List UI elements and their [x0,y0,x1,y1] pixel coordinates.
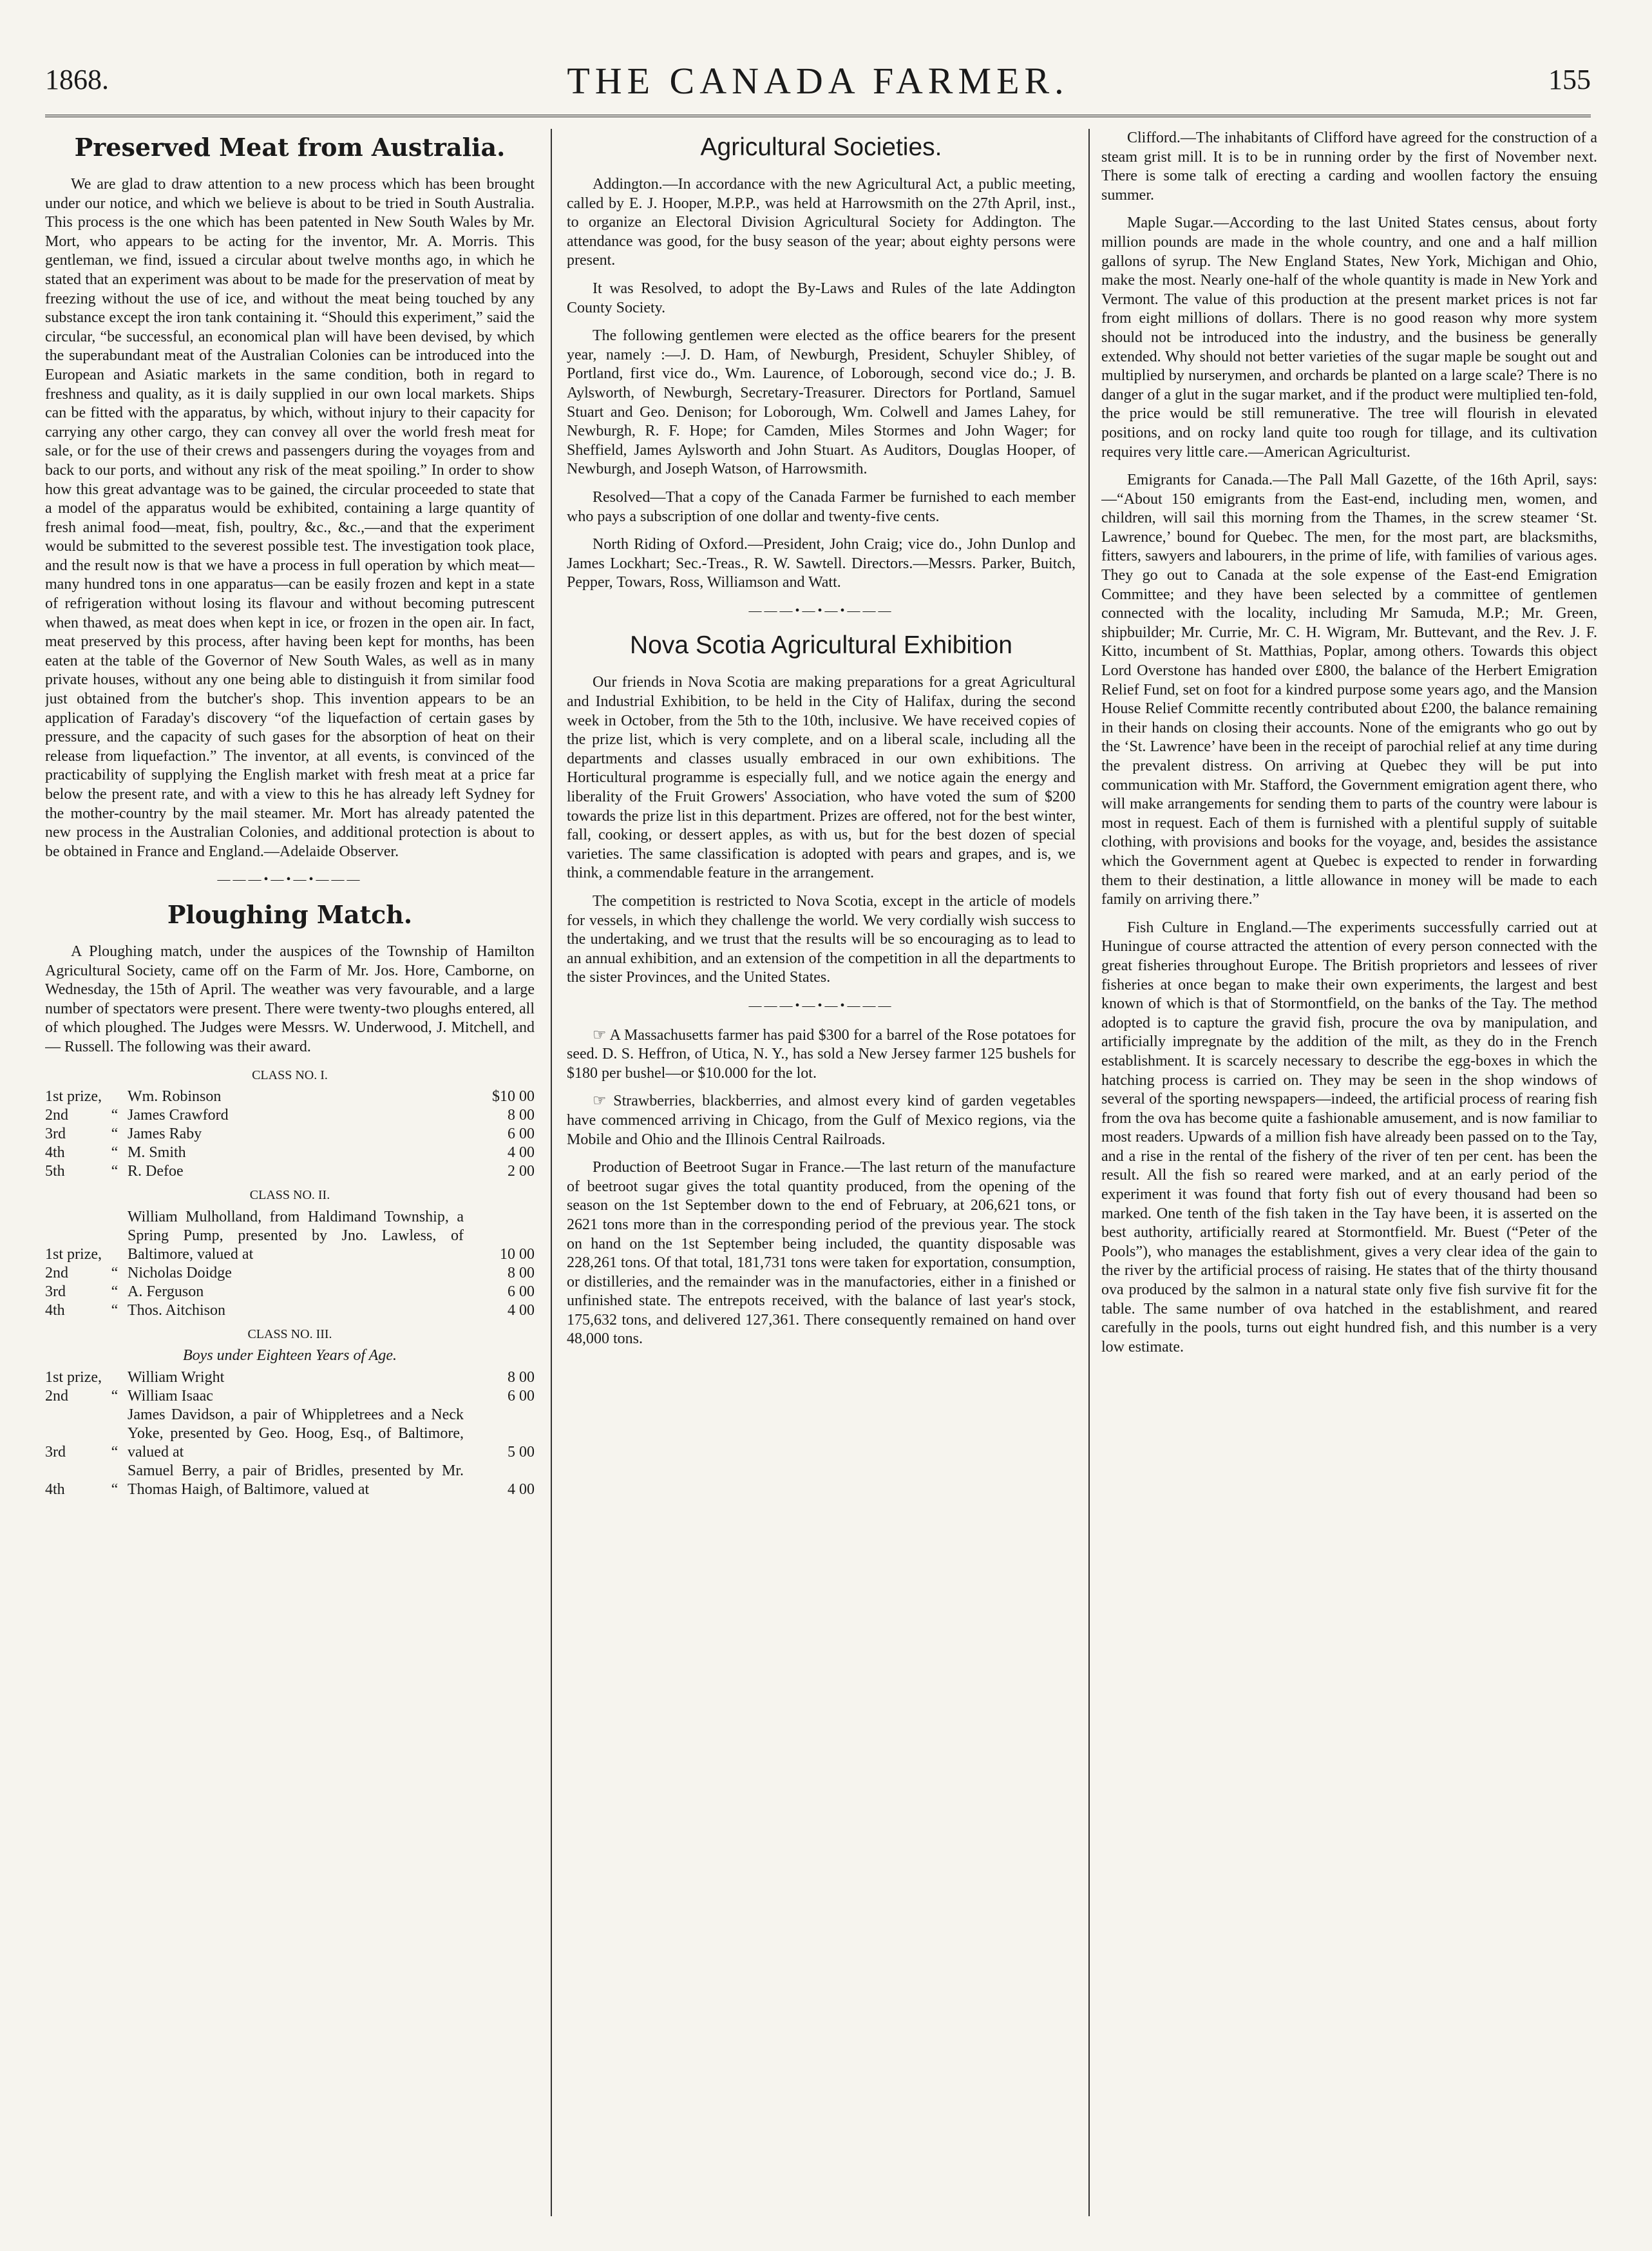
agri-paragraph-north-riding-oxford: North Riding of Oxford.—President, John Craig; vice do., John Dunlop and James Lockhart; Sec.-Treas., R. W. Sawtell. Directors.—Messrs. Parker, Buitch, Pepper, Towars, Ross, Williamson and Watt. [567,536,1076,591]
prize-row [45,1087,535,1106]
article-body-preserved-meat: We are glad to draw attention to a new process which has been brought under our notice, and which we believe is about to be tried in South Australia. This process is the one which has been patented in New South Wales by Mr. Mort, who appears to be acting for the inventor, Mr. A. Morris. This gentleman, we find, issued a circular about twelve months ago, in which he stated that an experiment was about to be made for the preservation of meat by freezing without the use of ice, and without the meat being touched by any substance except the iron tank containing it. “Should this experiment,” said the circular, “be successful, an economical plan will have been devised, by which the superabundant meat of the Australian Colonies can be introduced into the European and Asiatic markets in the same condition, both in regard to freshness and quality, as it is daily supplied in our own local markets. Ships can be fitted with the apparatus, by which, without injury to their capacity for carrying any other cargo, they can convey all over the world fresh meat for sale, or for the use of their crews and passengers during the voyages from and back to our ports, and without any risk of the meat spoiling.” In order to show how this great advantage was to be gained, the circular proceeded to state that a model of the apparatus would be exhibited, containing a large quantity of fresh animal food—meat, fish, poultry, &c., &c.,—and that the experiment would be submitted to the severest possible test. The investigation took place, and the result now is that we have a process in full operation by which meat—many hundred tons in one apparatus—can be easily frozen and kept in a state of refrigeration without losing its flavour and without becoming putrescent when thawed, as meat does when kept in ice, or frozen in the open air. In fact, meat preserved by this process, after having been kept for months, has been eaten at the table of the Governor of New South Wales, as well as in many private houses, without any one being able to distinguish it from similar food just obtained from the butcher's shop. This invention appears to be an application of Faraday's discovery “of the liquefaction of certain gases by pressure, and the capacity of such gases for the absorption of heat on their release from liquefaction.” The inventor, at all events, is convinced of the practicability of supplying the English market with fresh meat at a price far below the present rate, and with a view to this he has already left Sydney for the mother-country by the mail steamer. Mr. Mort has already patented the new process in the Australian Colonies, and additional protection is about to be obtained in France and England.—Adelaide Observer. [45,176,535,860]
prize-row [45,1368,535,1387]
prize-place: 3rd [45,1443,66,1461]
prize-amount: $10 00 [492,1088,535,1106]
masthead [45,50,1591,121]
prize-place: 5th [45,1163,65,1180]
class-1-prize-list [45,1087,535,1181]
note-beetroot-sugar: Production of Beetroot Sugar in France.—The last return of the manufacture of beetroot sugar gives the total quantity produced, from the opening of the season on the 1st September down to the end of February, at 206,621 tons, or 2621 tons more than in the corresponding period of the previous year. The stock on hand on the 1st September being included, the quantity disposable was 228,261 tons. Of that total, 181,731 tons were taken for exportation, consumption, or distilleries, and the remainder was in the manufactories, either in a finished or unfinished state. The entrepots received, with the balance of last year's stock, 175,632 tons, and delivered 127,361. There consequently remained on hand over 48,000 tons. [567,1159,1076,1348]
article-title-ploughing-match: Ploughing Match. [167,899,413,929]
agri-paragraph-officers: The following gentlemen were elected as the office bearers for the present year, namely :—J. D. Ham, of Newburgh, President, Schuyler Shibley, of Portland, first vice do., Wm. Laurence, of Loborough, second vice do.; J. B. Aylsworth, of Newburgh, Secretary-Treasurer. Directors for Portland, Samuel Stuart and Geo. Denison; for Loborough, Wm. Colwell and James Lahey, for Newburgh, R. F. Hope; for Camden, Miles Stormes and John Wager; for Sheffield, James Aylsworth and John Stuart. As Auditors, Douglas Hooper, of Newburgh, and Joseph Watson, of Harrowsmith. [567,327,1076,478]
nova-paragraph-1: Our friends in Nova Scotia are making preparations for a great Agricultural and Industrial Exhibition, to be held in the City of Halifax, during the second week in October, from the 5th to the 10th, inclusive. We have received copies of the prize list, which is very complete, and on a liberal scale, including all the departments and classes usually embraced in our own exhibitions. The Horticultural programme is especially full, and we notice again the energy and liberality of the Fruit Growers' Association, who have voted the sum of $200 towards the prize list in this department. Prizes are offered, not for the best winter, fall, cooking, or dessert apples, as with us, but for the best dozen of special varieties. The same classification is adopted with pears and grapes, and is, we think, a commendable feature in the arrangement. [567,674,1076,882]
article-title-nova-scotia: Nova Scotia Agricultural Exhibition [630,631,1012,660]
ditto-mark: “ [111,1387,119,1404]
prize-amount: 6 00 [508,1126,535,1143]
prize-winner: William Wright [127,1368,225,1386]
agri-paragraph-addington: Addington.—In accordance with the new Agricultural Act, a public meeting, called by E. J. Hooper, M.P.P., was held at Harrowsmith on the 27th April, inst., to organize an Electoral Division Agricultural Society for Addington. The attendance was good, for the busy season of the year; about eighty persons were present. [567,176,1076,269]
prize-place: 3rd [45,1126,66,1143]
section-separator: ———•—•—•——— [748,998,894,1013]
prize-row [45,1208,535,1264]
prize-winner: James Raby [127,1126,202,1143]
ditto-mark: “ [111,1144,119,1162]
prize-winner: M. Smith [127,1144,186,1162]
prize-winner: Wm. Robinson [127,1088,222,1106]
prize-place: 4th [45,1480,65,1498]
prize-row [45,1264,535,1283]
class-2-prize-list [45,1208,535,1320]
prize-row [45,1106,535,1125]
prize-amount: 8 00 [508,1368,535,1386]
prize-place: 2nd [45,1387,68,1404]
class-3-prize-list [45,1368,535,1499]
prize-winner: James Davidson, a pair of Whippletrees and a Neck Yoke, presented by Geo. Hoog, Esq., of Baltimore, valued at [127,1406,464,1461]
prize-place: 2nd [45,1107,68,1124]
prize-amount: 4 00 [508,1301,535,1319]
prize-amount: 6 00 [508,1387,535,1404]
ploughing-intro: A Ploughing match, under the auspices of the Township of Hamilton Agricultural Society, came off on the Farm of Mr. Jos. Hore, Camborne, on Wednesday, the 15th of April. The weather was very favourable, and a large number of spectators were present. There were twenty-two ploughs entered, all of which ploughed. The Judges were Messrs. W. Underwood, J. Mitchell, and — Russell. The following was their award. [45,943,535,1055]
prize-amount: 4 00 [508,1144,535,1162]
ditto-mark: “ [111,1264,119,1281]
column-2 [567,129,1076,2216]
article-title-preserved-meat: Preserved Meat from Australia. [74,133,506,162]
class-3-subheading: Boys under Eighteen Years of Age. [183,1347,397,1365]
prize-amount: 2 00 [508,1163,535,1180]
issue-year: 1868. [45,64,109,95]
prize-place: 2nd [45,1264,68,1281]
class-1-heading: CLASS NO. I. [252,1068,328,1082]
prize-place: 3rd [45,1283,66,1300]
nova-paragraph-2: The competition is restricted to Nova Scotia, except in the article of models for vessels, in which they challenge the world. We very cordially wish success to the undertaking, and we trust that the results will be so encouraging as to lead to an annual exhibition, and an extension of the competition in all the departments to the sister Provinces, and the United States. [567,893,1076,986]
prize-row [45,1406,535,1462]
column-1 [45,129,535,2216]
prize-row [45,1462,535,1499]
prize-amount: 6 00 [508,1283,535,1300]
prize-place: 4th [45,1301,65,1319]
class-2-heading: CLASS NO. II. [249,1188,330,1203]
prize-winner: A. Ferguson [127,1283,204,1300]
prize-amount: 8 00 [508,1264,535,1281]
prize-row [45,1162,535,1181]
class-3-heading: CLASS NO. III. [247,1327,332,1341]
ditto-mark: “ [111,1301,119,1319]
prize-row [45,1144,535,1162]
prize-winner: William Isaac [127,1387,213,1404]
prize-place: 4th [45,1144,65,1162]
agri-paragraph-resolved-bylaws: It was Resolved, to adopt the By-Laws and Rules of the late Addington County Society. [567,280,1076,316]
ditto-mark: “ [111,1283,119,1300]
prize-winner: R. Defoe [127,1163,184,1180]
prize-amount: 10 00 [500,1245,535,1263]
prize-winner: James Crawford [127,1107,229,1124]
section-separator: ———•—•—•——— [217,872,363,887]
page-number: 155 [1548,64,1591,95]
paragraph-clifford: Clifford.—The inhabitants of Clifford have agreed for the construction of a steam grist mill. It is to be in running order by the first of November next. There is some talk of erecting a carding and woollen factory the ensuing summer. [1101,129,1597,204]
ditto-mark: “ [111,1107,119,1124]
prize-winner: Nicholas Doidge [127,1264,232,1281]
masthead-rule [45,115,1591,117]
ditto-mark: “ [111,1443,119,1461]
note-strawberries: ☞ Strawberries, blackberries, and almost every kind of garden vegetables have commenced arriving in Chicago, from the Gulf of Mexico regions, via the Mobile and Ohio and the Illinois Central Railroads. [567,1093,1076,1148]
prize-amount: 5 00 [508,1443,535,1461]
prize-place: 1st prize, [45,1245,102,1263]
prize-row [45,1387,535,1406]
column-3 [1101,129,1597,2216]
column-divider-1 [551,129,552,2216]
article-title-agricultural-societies: Agricultural Societies. [700,133,942,161]
prize-row [45,1283,535,1301]
prize-winner: Thos. Aitchison [127,1301,225,1319]
prize-amount: 8 00 [508,1107,535,1124]
prize-place: 1st prize, [45,1368,102,1386]
prize-row [45,1125,535,1144]
section-separator: ———•—•—•——— [748,603,894,618]
paragraph-maple-sugar: Maple Sugar.—According to the last United States census, about forty million pounds are made in the whole country, and one and a half million gallons of syrup. The New England States, New York, Michigan and Ohio, make the most. Nearly one-half of the whole quantity is made in New York and Vermont. The value of this production at the present market prices is not far from eight millions of dollars. There is no good reason why more system should not be introduced into the industry, and the business be generally extended. Why should not better varieties of the sugar maple be sought out and multiplied by nurserymen, and orchards be planted on a large scale? There is no danger of a glut in the sugar market, and if the product were multiplied ten-fold, the price would be still remunerative. The tree will flourish in elevated positions, and on rocky land quite too rough for tillage, and its cultivation requires very little care.—American Agriculturist. [1101,215,1597,461]
agri-paragraph-resolved-copy: Resolved—That a copy of the Canada Farmer be furnished to each member who pays a subscription of one dollar and twenty-five cents. [567,488,1076,525]
prize-winner: William Mulholland, from Haldimand Township, a Spring Pump, presented by Jno. Lawless, of Baltimore, valued at [127,1208,464,1263]
newspaper-title: THE CANADA FARMER. [567,60,1069,102]
ditto-mark: “ [111,1480,119,1498]
prize-amount: 4 00 [508,1480,535,1498]
note-massachusetts-farmer: ☞ A Massachusetts farmer has paid $300 for a barrel of the Rose potatoes for seed. D. S. Heffron, of Utica, N. Y., has sold a New Jersey farmer 125 bushels for $180 per bushel—or $10.000 for the lot. [567,1026,1076,1082]
paragraph-fish-culture: Fish Culture in England.—The experiments successfully carried out at Huningue of course attracted the attention of every person connected with the great fisheries throughout Europe. The British proprietors and lessees of river fisheries at once began to make their own experiments, the largest and best known of which is that of Stormontfield, on the banks of the Tay. The method adopted is to capture the gravid fish, procure the ova by manipulation, and artificially impregnate by the addition of the milt, as they do in the French establishment. It is scarcely necessary to describe the egg-boxes in which the hatching process is carried on. They may be seen in the shop windows of several of the sporting newspapers—indeed, the artificial process of rearing fish from the ova has become quite a fashionable amusement, and is now familiar to most readers. Upwards of a million fish have already been passed on to the Tay, and a rise in the rental of the fishery of the river of ten per cent. has been the result. All the fish so reared were marked, and at an early period of the experiment it was found that forty fish out of every thousand had been so marked. One tenth of the fish taken in the Tay have been, it is asserted on the best authority, artificially reared at Stormontfield. Mr. Buest (“Peter of the Pools”), who manages the establishment, gives a very clear idea of the gain to the river by the artificial process of raising. He states that of the thirty thousand ova produced by the salmon in a natural state only five fish survive fit for the table. The same number of ova hatched in the establishment, and reared carefully in the pools, turns out eight hundred fish, and this number is a very low estimate. [1101,919,1597,1355]
prize-row [45,1301,535,1320]
paragraph-emigrants-for-canada: Emigrants for Canada.—The Pall Mall Gazette, of the 16th April, says:—“About 150 emigrants from the East-end, including men, women, and children, will sail this morning from the Thames, in the screw steamer ‘St. Lawrence,’ bound for Quebec. The men, for the most part, are blacksmiths, fitters, sawyers and labourers, in the prime of life, with families of various ages. They go out to Canada at the sole expense of the East-end Emigration Committee; and they have been selected by a committee of gentlemen connected with the locality, including Mr Samuda, M.P.; Mr. Green, shipbuilder; Mr. Currie, Mr. C. H. Wigram, Mr. Buttevant, and the Rev. J. F. Kitto, incumbent of St. Matthias, Poplar, among others. Towards this object Lord Overstone has handed over £800, the balance of the Herbert Emigration Relief Fund, set on foot for a kindred purpose some years ago, and the Mansion House Relief Committe recently contributed about £200, the balance remaining in their hands on closing their accounts. None of the emigrants who go out by the ‘St. Lawrence’ have been in the receipt of parochial relief at any time during the prevalent distress. On arriving at Quebec they will be put into communication with Mr. Stafford, the Government emigration agent there, who will make arrangements for sending them to parts of the country were labour is most in request. Each of them is furnished with a plentiful supply of suitable clothing, with provisions and books for the voyage, and, besides the assistance which the Government agent at Quebec is expected to render in forwarding them to their destination, a little allowance in money will be made to each family on arriving there.” [1101,472,1597,908]
prize-winner: Samuel Berry, a pair of Bridles, presented by Mr. Thomas Haigh, of Baltimore, valued at [127,1462,464,1498]
ditto-mark: “ [111,1126,119,1143]
ditto-mark: “ [111,1163,119,1180]
column-divider-2 [1088,129,1090,2216]
prize-place: 1st prize, [45,1088,102,1106]
